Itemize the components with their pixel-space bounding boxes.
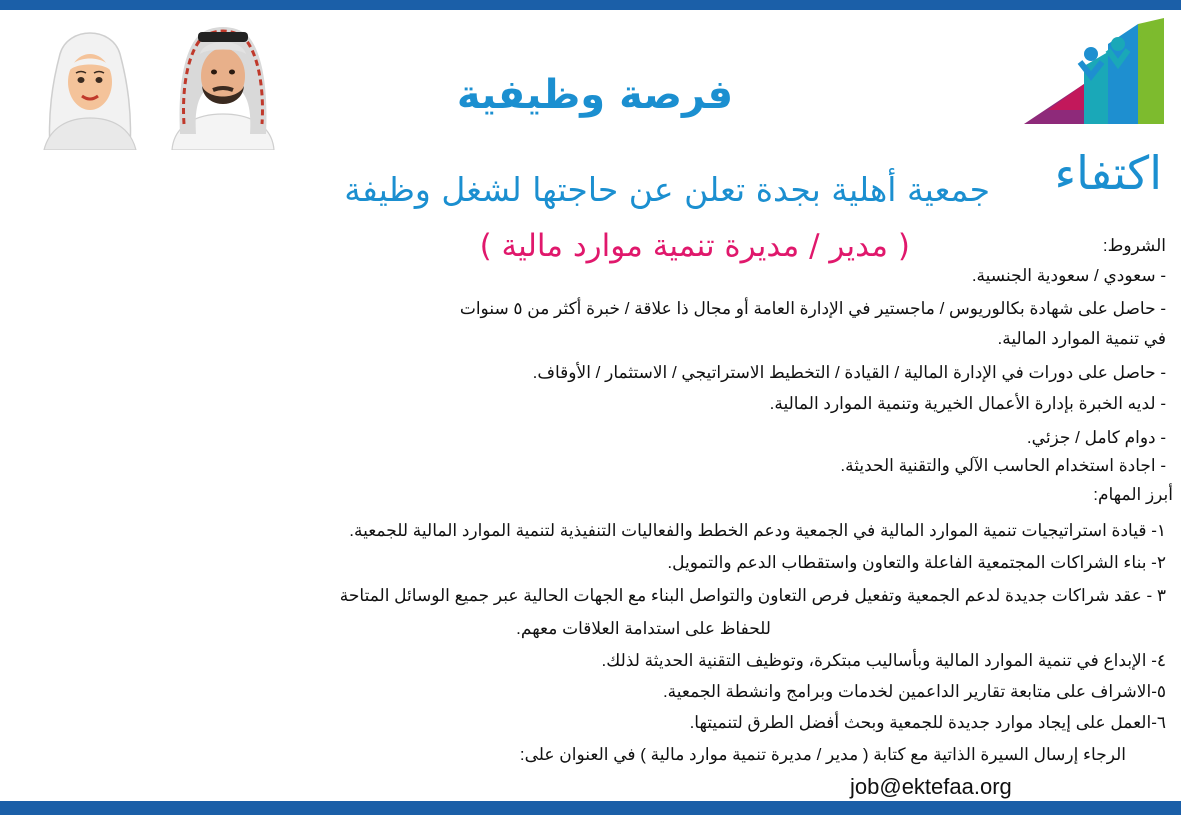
tasks-heading: أبرز المهام:: [1093, 485, 1173, 504]
condition-item: في تنمية الموارد المالية.: [997, 329, 1166, 348]
woman-illustration: [30, 14, 150, 150]
condition-item: - حاصل على شهادة بكالوريوس / ماجستير في الإدارة العامة أو مجال ذا علاقة / خبرة أكثر من ٥ سنوات: [459, 299, 1166, 318]
task-item: ٣ - عقد شراكات جديدة لدعم الجمعية وتفعيل فرص التعاون والتواصل البناء مع الجهات الحالية عبر جميع الوسائل المتاحة: [339, 586, 1166, 605]
ektefaa-logo-mark: [988, 14, 1178, 154]
task-item: ٤- الإبداع في تنمية الموارد المالية وبأساليب مبتكرة، وتوظيف التقنية الحديثة لذلك.: [601, 651, 1166, 670]
task-item: ٦-العمل على إيجاد موارد جديدة للجمعية وبحث أفضل الطرق لتنميتها.: [689, 713, 1166, 732]
condition-item: - اجادة استخدام الحاسب الآلي والتقنية الحديثة.: [840, 456, 1166, 475]
task-item: ٥-الاشراف على متابعة تقارير الداعمين لخدمات وبرامج وانشطة الجمعية.: [662, 682, 1166, 701]
task-item: للحفاظ على استدامة العلاقات معهم.: [516, 619, 771, 638]
top-border-bar: [0, 0, 1181, 10]
contact-email-link[interactable]: job@ektefaa.org: [850, 774, 1012, 799]
conditions-heading: الشروط:: [1102, 236, 1166, 255]
logo-text: اكتفاء: [1054, 146, 1162, 200]
condition-item: - لديه الخبرة بإدارة الأعمال الخيرية وتنمية الموارد المالية.: [769, 394, 1166, 413]
task-item: ٢- بناء الشراكات المجتمعية الفاعلة والتعاون واستقطاب الدعم والتمويل.: [667, 553, 1166, 572]
announcement-subtitle: جمعية أهلية بجدة تعلن عن حاجتها لشغل وظيفة: [344, 170, 990, 209]
application-instruction: الرجاء إرسال السيرة الذاتية مع كتابة ( مدير / مديرة تنمية موارد مالية ) في العنوان على:: [519, 745, 1126, 764]
condition-item: - دوام كامل / جزئي.: [1026, 428, 1166, 447]
page-title: فرصة وظيفية: [456, 72, 734, 118]
condition-item: - سعودي / سعودية الجنسية.: [971, 266, 1166, 285]
man-illustration: [158, 14, 288, 150]
ektefaa-logo: [988, 14, 1178, 200]
bottom-border-bar: [0, 801, 1181, 815]
task-item: ١- قيادة استراتيجيات تنمية الموارد المالية في الجمعية ودعم الخطط والفعاليات التنفيذية لتنمية الموارد المالية للجمعية.: [349, 521, 1166, 540]
condition-item: - حاصل على دورات في الإدارة المالية / القيادة / التخطيط الاستراتيجي / الاستثمار / الأوقاف.: [532, 363, 1166, 382]
position-title: ( مدير / مديرة تنمية موارد مالية ): [479, 228, 910, 264]
